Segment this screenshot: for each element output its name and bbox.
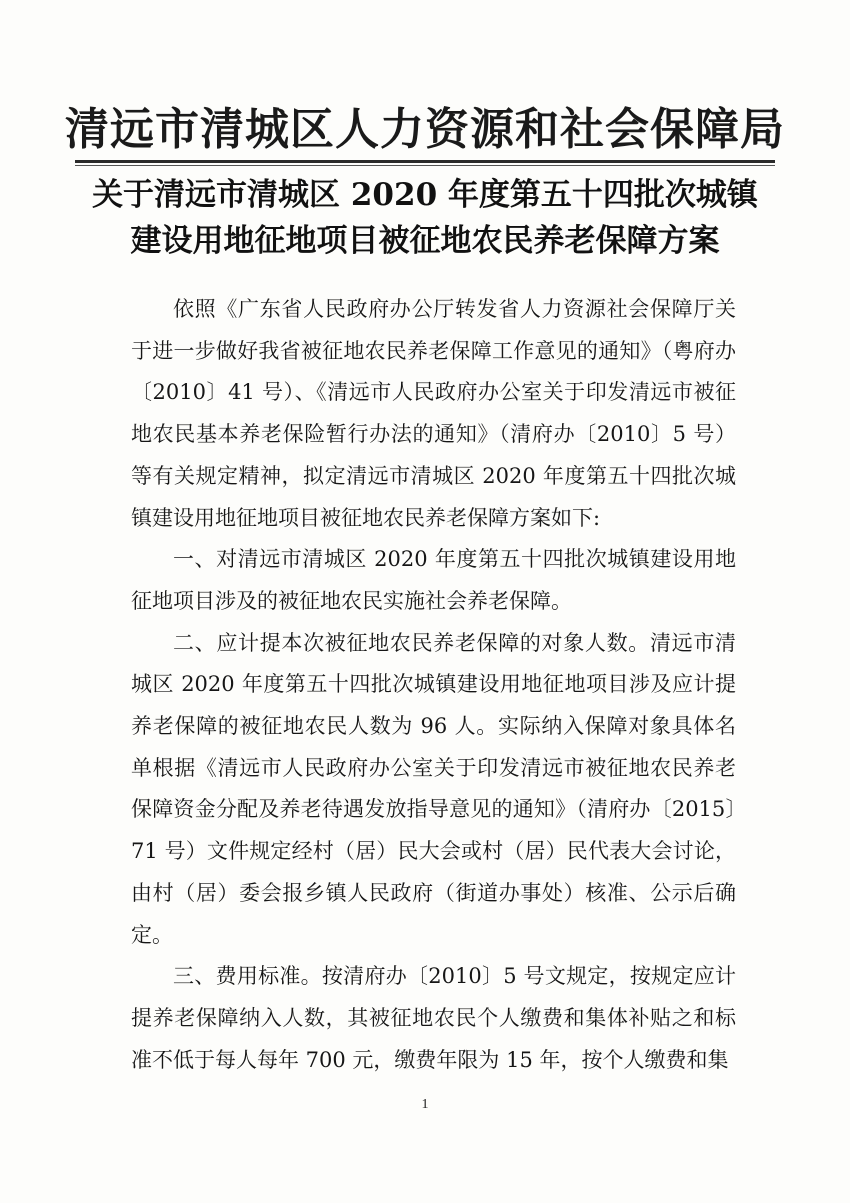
- paragraph-item-2: 二、应计提本次被征地农民养老保障的对象人数。清远市清城区 2020 年度第五十四批次城镇建设用地征地项目涉及应计提养老保障的被征地农民人数为 96 人。实际纳入保障对象具体名单根据《清远市人民政府办公室关于印发清远市被征地农民养老保障资金分配及养老待遇发放指导意见的通知》（清府办〔2015〕71 号）文件规定经村（居）民大会或村（居）民代表大会讨论，由村（居）委会报乡镇人民政府（街道办事处）核准、公示后确定。: [131, 630, 736, 947]
- page-number: 1: [421, 1097, 429, 1112]
- paragraph-item-3: 三、费用标准。按清府办〔2010〕5 号文规定，按规定应计提养老保障纳入人数，其被征地农民个人缴费和集体补贴之和标准不低于每人每年 700 元，缴费年限为 15 年，按个人缴费和集: [131, 964, 736, 1072]
- title-line-1: 关于清远市清城区 2020 年度第五十四批次城镇: [92, 177, 758, 213]
- header-rule-thin: [75, 165, 775, 166]
- header-rule: [75, 160, 775, 163]
- agency-header: 清远市清城区人力资源和社会保障局: [65, 104, 785, 155]
- document-body: [131, 289, 736, 1081]
- paragraph-item-1: 一、对清远市清城区 2020 年度第五十四批次城镇建设用地征地项目涉及的被征地农民实施社会养老保障。: [131, 547, 736, 613]
- document-title: [70, 172, 780, 264]
- title-line-2: 建设用地征地项目被征地农民养老保障方案: [130, 223, 720, 259]
- paragraph-intro: 依照《广东省人民政府办公厅转发省人力资源社会保障厅关于进一步做好我省被征地农民养老保障工作意见的通知》（粤府办〔2010〕41 号）、《清远市人民政府办公室关于印发清远市被征地农民基本养老保险暂行办法的通知》（清府办〔2010〕5 号）等有关规定精神，拟定清远市清城区 2020 年度第五十四批次城镇建设用地征地项目被征地农民养老保障方案如下:: [131, 297, 736, 530]
